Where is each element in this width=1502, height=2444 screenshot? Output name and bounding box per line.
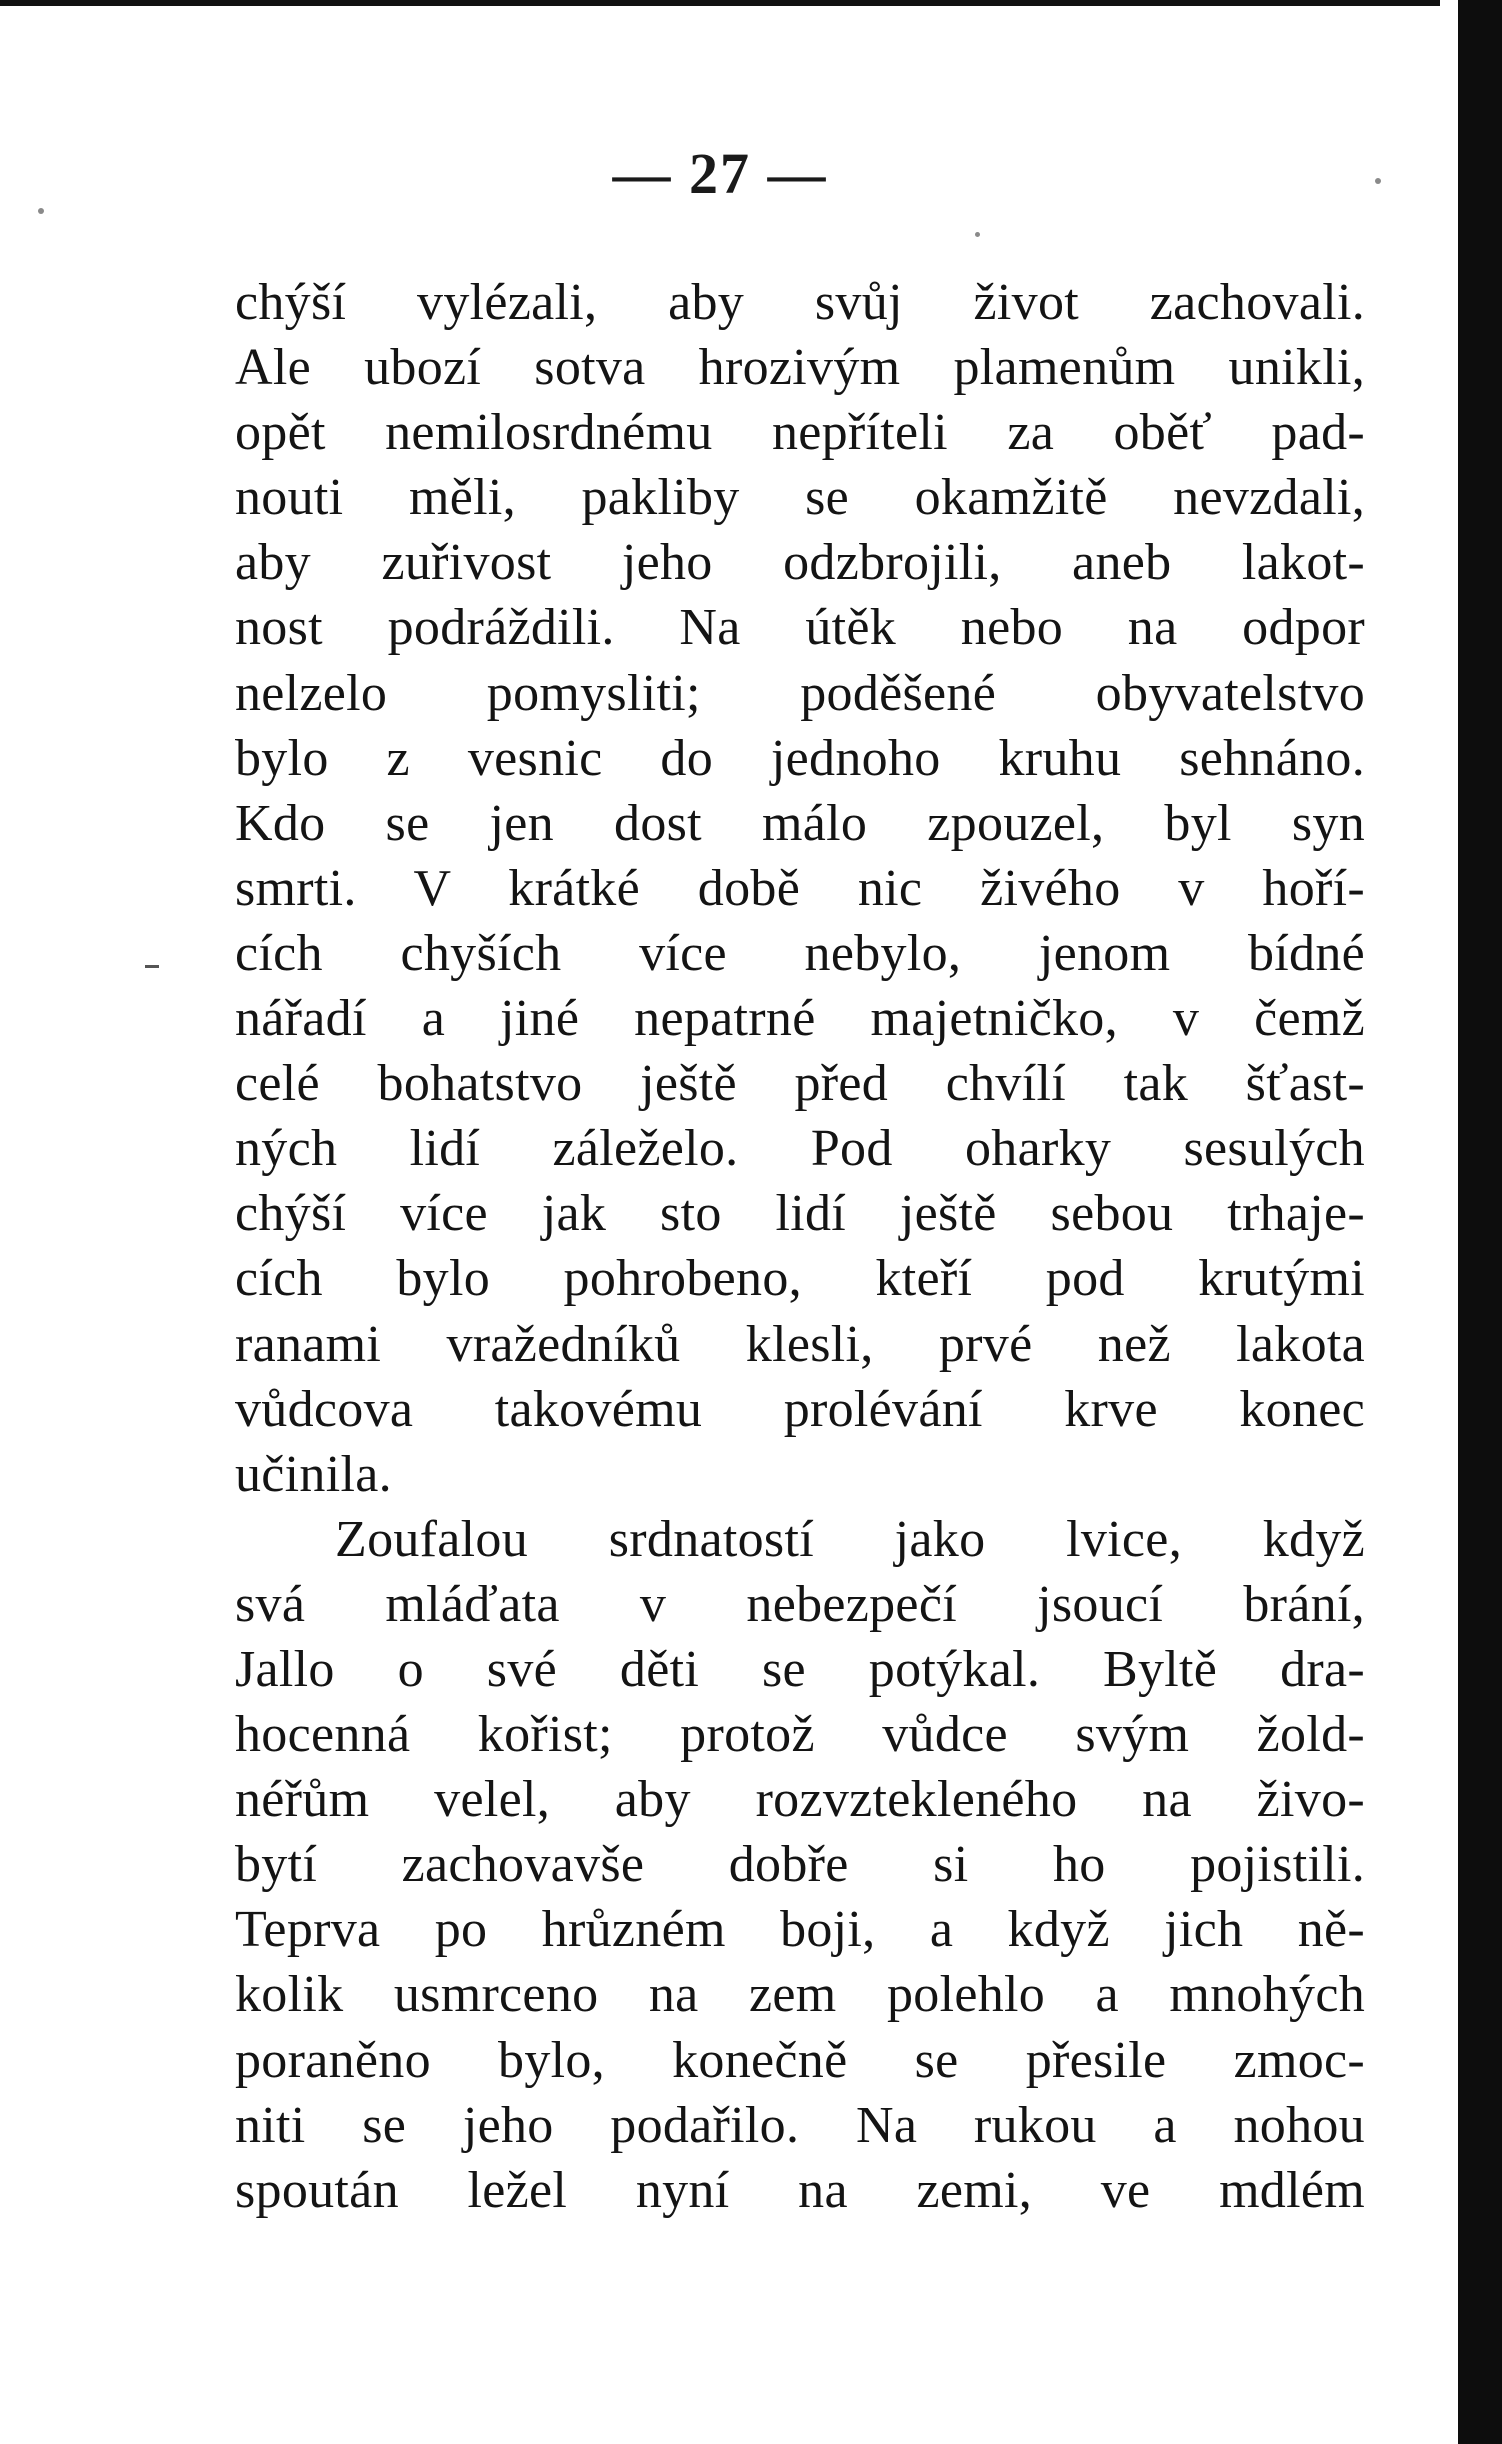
text-line: nářadí a jiné nepatrné majetničko, v čemž	[235, 990, 1365, 1048]
body-text	[235, 270, 1365, 2223]
text-line: smrti. V krátké době nic živého v hoří-	[235, 859, 1365, 917]
text-line: niti se jeho podařilo. Na rukou a nohou	[235, 2096, 1365, 2154]
page-number: — 27 —	[612, 141, 828, 206]
binding-edge	[1440, 0, 1502, 2444]
text-line: chýší vylézali, aby svůj život zachovali.	[235, 274, 1365, 331]
text-line: Teprva po hrůzném boji, a když jich ně-	[235, 1901, 1365, 1959]
text-line: cích chyších více nebylo, jenom bídné	[235, 924, 1365, 982]
text-line: nost podráždili. Na útěk nebo na odpor	[235, 599, 1365, 657]
text-line: celé bohatstvo ještě před chvílí tak šťast-	[235, 1055, 1365, 1113]
text-line: vůdcova takovému prolévání krve konec	[235, 1380, 1365, 1438]
text-line: svá mláďata v nebezpečí jsoucí brání,	[235, 1575, 1365, 1633]
text-line: bylo z vesnic do jednoho kruhu sehnáno.	[235, 729, 1365, 787]
text-line: Zoufalou srdnatostí jako lvice, když	[335, 1510, 1365, 1568]
text-line: aby zuřivost jeho odzbrojili, aneb lakot-	[235, 534, 1365, 592]
text-line: hocenná kořist; protož vůdce svým žold-	[235, 1706, 1365, 1764]
binding-dark-strip	[1458, 0, 1502, 2444]
text-line: cích bylo pohrobeno, kteří pod krutými	[235, 1250, 1365, 1308]
text-line: poraněno bylo, konečně se přesile zmoc-	[235, 2031, 1365, 2089]
text-line: Jallo o své děti se potýkal. Byltě dra-	[235, 1640, 1365, 1698]
text-line: bytí zachovavše dobře si ho pojistili.	[235, 1836, 1365, 1894]
margin-mark	[145, 965, 159, 968]
text-line: nelzelo pomysliti; poděšené obyvatelstvo	[235, 664, 1365, 722]
text-line: ranami vražedníků klesli, prvé než lakota	[235, 1315, 1365, 1373]
text-line: Kdo se jen dost málo zpouzel, byl syn	[235, 794, 1365, 852]
text-line: učinila.	[235, 1445, 392, 1503]
binding-gap	[1446, 0, 1456, 2444]
text-line: opět nemilosrdnému nepříteli za oběť pad-	[235, 404, 1365, 462]
text-line: ných lidí záleželo. Pod oharky sesulých	[235, 1120, 1365, 1178]
text-line: nouti měli, pakliby se okamžitě nevzdali,	[235, 469, 1365, 527]
page-top-shadow	[0, 0, 1502, 6]
text-line: Ale ubozí sotva hrozivým plamenům unikli,	[235, 339, 1365, 397]
text-line: kolik usmrceno na zem polehlo a mnohých	[235, 1966, 1365, 2024]
text-line: chýší více jak sto lidí ještě sebou trhaje-	[235, 1185, 1365, 1243]
paper-speck	[38, 208, 44, 214]
paper-speck	[975, 232, 980, 237]
text-line: néřům velel, aby rozvztekleného na živo-	[235, 1771, 1365, 1829]
text-line: spoután ležel nyní na zemi, ve mdlém	[235, 2161, 1365, 2219]
